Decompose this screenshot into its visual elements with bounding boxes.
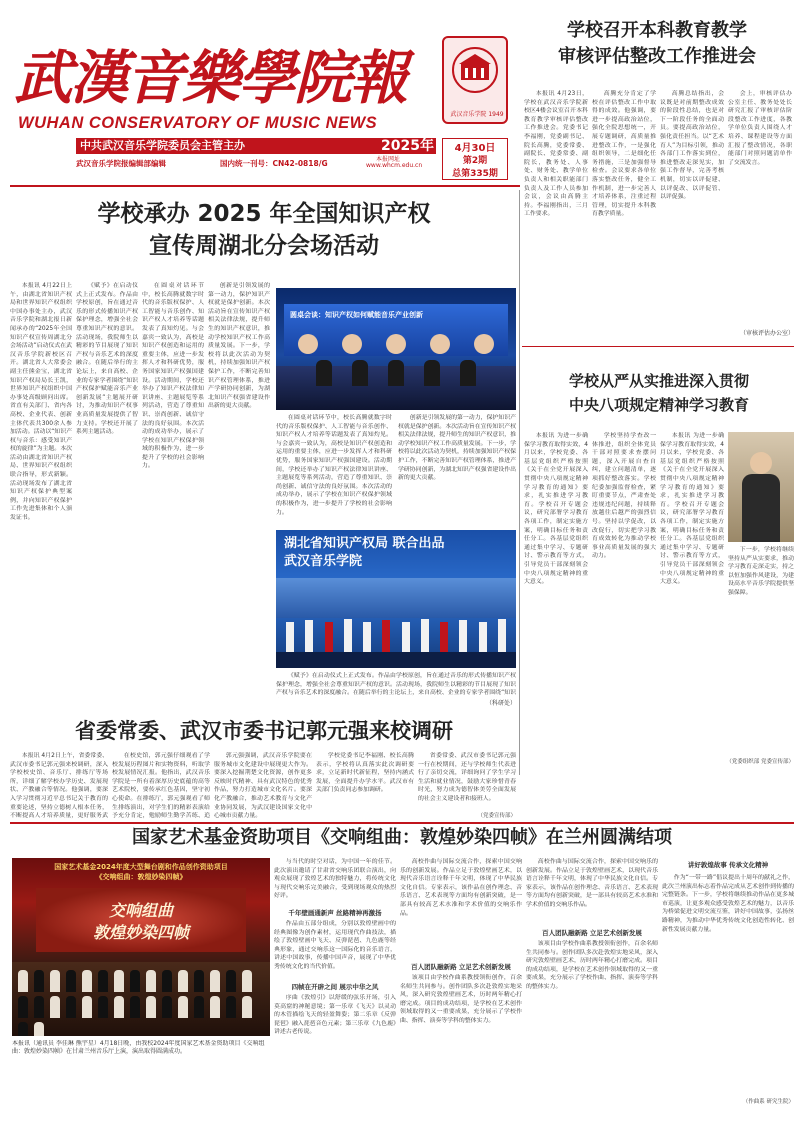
evaluation-col-3: 高腾总结指出，会议既是对前期整改成效的阶段性总结，也是对下一阶段任务的全面动员。要提高政治站位，强化责任担当。以“艺术育人”为目标引领，推动各部门工作落实到位，推进整改走深见实，加强工作督导，完善考核机制，切实以评促建、以评促改、以评促管、以评促强。 [660,91,724,201]
orchestra-players [18,970,264,1028]
panelists [286,334,506,354]
masthead-divider [10,185,520,187]
leader-visit-sign: （党委宣传部） [477,813,516,819]
eight-rules-sign: （党委组织部 党委宣传部） [726,759,794,765]
masthead-site: www.whcm.edu.cn [366,162,423,169]
seal-text: 武汉音乐学院 1949 [450,111,504,118]
stage-performance-photo [276,530,516,668]
evaluation-headline-2: 审核评估整改工作推进会 [558,46,756,67]
eight-rules-headline-2: 中央八项规定精神学习教育 [568,396,749,414]
art-fund-col-1a: 与当代的时空对话，为中国一年的佳节。此次演出邀请了甘肃省交响乐团联合演出，向观众展现了敦煌艺术的独特魅力，将传统文化与现代交响乐完美融合，受到现场观众的热烈好评。 [274,859,396,900]
concert-photo [12,858,270,1036]
eight-rules-top-rule [522,346,794,347]
seated-panelists [306,360,486,386]
concert-screen-line-1: 交响组曲 [108,901,173,920]
concert-banner-sub: 《交响组曲：敦煌妙染四帧》 [95,873,187,881]
art-fund-subhead-1: 千年壁画通新声 丝路精神再激扬 [288,909,382,917]
masthead-year: 2025年 [381,138,434,154]
eight-rules-col-1: 本报讯 为进一步确保学习教育取得实效，4月以来，学校党委、各基层党组织严格按照《关于在全党开展深入贯彻中央八项规定精神学习教育的通知》要求，扎实推进学习教育。学校召开专题会议，研究部署学习教育各项工作，制定实施方案，明确目标任务和责任分工。各基层党组织通过集中学习、专题研讨、警示教育等方式，引导党员干部深刻领会中央八项规定精神的重大意义。 [524,433,588,586]
art-fund-col-1c: 序曲《敦煌引》以舒缓的弦乐开场，引入莫高窟的神秘意境；第一乐章《飞天》以灵动的木管描绘飞天的轻盈舞姿；第二乐章《反弹琵琶》融入琵琶音色元素；第三乐章《九色鹿》讲述古老传说。 [274,995,396,1036]
panel-banner-text: 圆桌会谈：知识产权如何赋能音乐产业创新 [290,311,423,319]
leader-visit-col-2: 在校史馆，郭元强仔细观看了学校发展历程图片和实物资料，听取学校发展情况汇报。他指出，武汉音乐学院是一所有着深厚历史底蕴的高等艺术院校，要传承红色基因，坚守初心使命。在排练厅，郭元强观看了师生排练演出，对学生们的精彩表演给予充分肯定，勉励师生勤学苦练、追 [112,753,210,820]
stage-floor-2 [276,652,516,668]
right-column-divider [519,190,520,775]
masthead-english-title: WUHAN CONSERVATORY OF MUSIC NEWS [18,114,378,132]
leader-visit-col-5: 省委常委、武汉市委书记郭元强一行在校期间，还与学校师生代表进行了亲切交流，详细询问了学生学习生活和就业情况，鼓励大家珍惜青春时光，努力成为德智体美劳全面发展的社会主义建设者和接班人。 [418,753,516,802]
ip-week-col-7: 《赋予》在启动仪式上正式发布。作品由学校原创，旨在通过音乐的形式传播知识产权保护理念，增强全社会尊重知识产权的意识。活动现场，我院师生以精彩的节目展现了知识产权与音乐艺术的深度融合。在随后举行的主论坛上，来自高校、企业的专家学者围绕“知识 [276,673,516,697]
stage-screen-sub: 武汉音乐学院 [284,554,363,569]
ip-week-headline-2: 宣传周湖北分会场活动 [149,233,379,259]
ip-week-col-4: 创新是引领发展的第一动力，保护知识产权就是保护创新。本次活动旨在宣传知识产权相关法律法规，提升师生的知识产权意识，推动学校知识产权工作高质量发展。下一步，学校将以此次活动为契机，持续加强知识产权保护工作，不断完善知识产权管理体系，推进产学研协同创新，为湖北知识产权强省建设作出新的更大贡献。 [208,283,270,410]
issue-date: 4月30日 [454,143,496,154]
art-fund-headline: 国家艺术基金资助项目《交响组曲：敦煌妙染四帧》在兰州圆满结项 [132,827,672,848]
ip-week-col-6: 创新是引领发展的第一动力，保护知识产权就是保护创新。本次活动旨在宣传知识产权相关法律法规，提升师生的知识产权意识，推动学校知识产权工作高质量发展。下一步，学校将以此次活动为契机，持续加强知识产权保护工作，不断完善知识产权管理体系，推进产学研协同创新，为湖北知识产权强省建设作出新的更大贡献。 [398,415,516,482]
art-fund-col-4: 作为“一带一路”倡议提出十周年的献礼之作，此次兰州演出标志着作品完成从艺术创作到传播的完整链条。下一步，学校将继续推动作品在更多城市巡演，让更多观众感受敦煌艺术的魅力，以音乐为桥梁促进文明交流互鉴，讲好中国故事，弘扬丝路精神，为推动中华优秀传统文化创造性转化、创新性发展贡献力量。 [662,875,794,933]
art-fund-sign: （作曲系 研究生院） [742,1099,794,1105]
eight-rules-col-3: 本报讯 为进一步确保学习教育取得实效，4月以来，学校党委、各基层党组织严格按照《关于在全党开展深入贯彻中央八项规定精神学习教育的通知》要求，扎实推进学习教育。学校召开专题会议，研究部署学习教育各项工作，制定实施方案，明确目标任务和责任分工。各基层党组织通过集中学习、专题研讨、警示教育等方式，引导党员干部深刻领会中央八项规定精神的重大意义。 [660,433,724,586]
concert-banner-title: 国家艺术基金2024年度大型舞台剧和作品创作资助项目 [54,863,228,871]
issue-total: 总第335期 [452,169,498,179]
conservatory-building-icon [447,42,503,118]
evaluation-sign: （审核评估办公室） [739,330,794,337]
leader-visit-col-1: 本报讯 4月2日上午，省委常委、武汉市委书记郭元强来校调研，深入学校校史馆、音乐厅、排练厅等场所，详细了解学校办学历史、发展现状、产教融合等情况。他强调，要深入学习贯彻习近平总书记关于教育的重要论述，坚持立德树人根本任务，不断提高人才培养质量，更好服务武 [10,753,108,820]
art-fund-side-title: 讲好敦煌故事 传承文化精神 [687,861,769,869]
issue-number: 第2期 [462,156,488,166]
masthead-issn: 国内统一刊号：CN42-0818/G [220,159,328,168]
evaluation-col-2: 高腾充分肯定了学校在评估整改工作中取得的成效。他强调，要进一步提高政治站位，强化全院思想统一，开展专题调研，高质量推进整改工作，一是强化组织领导，二是细化任务措施，三是加强督导检查。会议要求各单位落实整改任务，健全工作机制，进一步完善人才培养体系，注重过程管理，切实提升本科教育教学质量。 [592,91,656,218]
panel-discussion-photo [276,288,516,410]
art-fund-top-rule [10,822,794,824]
art-fund-subhead-4: 百人团队融新路 立足艺术创新发展 [542,929,642,937]
ip-week-col-3: 在圆桌对话环节中，校长高腾就数字时代的音乐版权保护、人工智能与音乐创作、知识产权人才培养等话题发表了真知灼见。与会嘉宾一致认为，高校是知识产权创造和运用的重要主体，应进一步发挥人才和科研优势，服务国家知识产权强国建设。活动期间，学校还举办了知识产权法律知识讲座、主题展览等系列活动，营造了尊重知识、崇尚创新、诚信守法的良好氛围。本次活动的成功举办，展示了学校在知识产权保护领域的积极作为，进一步提升了学校的社会影响力。 [142,283,204,470]
concert-screen-line-2: 敦煌妙染四帧 [92,923,189,942]
eight-rules-col-4: 下一步，学校将继续坚持从严从实要求，推动学习教育走深走实，持之以恒加强作风建设，为建设高水平音乐学院提供坚强保障。 [728,547,794,596]
evaluation-col-1: 本报讯 4月23日，学校在武汉音乐学院新校区4楼会议室召开本科教育教学审核评估整改工作推进会。党委书记李福刚，党委副书记、院长高腾，党委常委、副院长、党委常委、副院长，教务处、人事处、财务处、教学单位负责人和相关职能部门负责人及工作人员参加会议，会议由高腾主持。李福刚指出，三月工作要求。 [524,91,588,218]
stage-screen-text: 湖北省知识产权局 联合出品 [284,536,445,551]
ip-week-headline-1: 学校承办 2025 年全国知识产权 [97,201,431,227]
city-skyline [276,578,516,618]
masthead-seal [442,36,508,124]
art-fund-col-3b: 该项目由学校作曲系教授领衔创作，百余名师生共同参与。创作团队多次赴敦煌实地采风，深入研究敦煌壁画艺术，历时两年精心打磨完成。项目的成功结项，是学校在艺术创作领域取得的又一重要成果，充分展示了学校作曲、指挥、演奏等学科的整体实力。 [526,941,658,990]
art-fund-subhead-2: 四帧在开辟之间 展示中华之风 [291,983,379,991]
masthead-editor: 武汉音乐学院报编辑部编辑 [76,159,166,168]
evaluation-col-4: 会上，审核评估办公室主任、教务处处长研究汇报了审核评估阶段整改工作进度，各教学单位负责人围绕人才培养、课程建设等方面汇报了整改情况，各职能部门对照问题清单作了交流发言。 [728,91,792,166]
masthead-site-label: 本报网址 [376,156,401,163]
art-fund-col-3a: 高校作曲与国际交流合作，探索中国交响乐的创新发展。作品立足于敦煌壁画艺术，以现代音乐语言诠释千年文明，体现了中华民族文化自信。专家表示，该作品在创作理念、音乐语言、艺术表现等方面均有创新突破，是一部具有较高艺术水准和学术价值的交响乐作品。 [526,859,658,908]
eight-rules-headline-1: 学校从严从实推进深入贯彻 [568,372,749,390]
art-fund-subhead-3: 百人团队融新路 立足艺术创新发展 [411,963,511,971]
art-fund-col-1b: 作品由五部分组成，分别以敦煌壁画中的经典图像为创作素材，运用现代作曲技法，描绘了敦煌壁画中飞天、反弹琵琶、九色鹿等经典形象，通过交响乐这一国际化的音乐语言，讲述中国故事，传播中国声音，展现了中华优秀传统文化的当代价值。 [274,921,396,970]
art-fund-col-2b: 该项目由学校作曲系教授领衔创作，百余名师生共同参与。创作团队多次赴敦煌实地采风，深入研究敦煌壁画艺术，历时两年精心打磨完成。项目的成功结项，是学校在艺术创作领域取得的又一重要成果，充分展示了学校作曲、指挥、演奏等学科的整体实力。 [400,975,522,1024]
leader-visit-col-4: 学校党委书记李福刚、校长高腾表示，学校将认真落实此次调研要求，立足新时代新征程，坚持内涵式发展，全面提升办学水平。武汉市有关部门负责同志参加调研。 [316,753,414,794]
ip-week-col-1: 本报讯 4月22日上午，由湖北省知识产权局和世界知识产权组织中国办事处主办，武汉音乐学院和湖北报日新闻承办的“2025年全国知识产权宣传周湖北分会场活动”启动仪式在武汉音乐学院新校区召开。湖北省人大常委会副主任熊金宝，湖北省知识产权局局长王凯，世界知识产权组织中国办事处高级顾问出席。省直有关部门、省内各高校、企业代表、创新主体代表共300余人参加活动。活动以“知识产权与音乐：感受知识产权的旋律”为主题。本次活动由湖北省知识产权局、世界知识产权组织联合指导，形式新颖。活动现场发布了湖北省知识产权保护典型案例，并向知识产权保护工作先进集体和个人颁发证书。 [10,283,72,522]
person-body [742,474,780,542]
person-head [750,452,772,474]
ip-week-col-5: 在圆桌对话环节中，校长高腾就数字时代的音乐版权保护、人工智能与音乐创作、知识产权人才培养等话题发表了真知灼见。与会嘉宾一致认为，高校是知识产权创造和运用的重要主体，应进一步发挥人才和科研优势，服务国家知识产权强国建设。活动期间，学校还举办了知识产权法律知识讲座、主题展览等系列活动，营造了尊重知识、崇尚创新、诚信守法的良好氛围。本次活动的成功举办，展示了学校在知识产权保护领域的积极作为，进一步提升了学校的社会影响力。 [276,415,392,516]
eight-rules-col-2: 学校坚持学查改一体推进，组织全体党员干部对照要求查摆问题，深入开展自查自纠，建立问题清单，逐项抓好整改落实。学校纪委加强监督检查，紧盯重要节点，严肃查处违规违纪问题，持续释放越往后越严的强烈信号。坚持以学促改，以改促行，切实把学习教育成效转化为推动学校事业高质量发展的强大动力。 [592,433,656,560]
leader-visit-col-3: 郭元强强调，武汉音乐学院要在服务城市文化建设中展现更大作为。要深入挖掘荆楚文化资源，创作更多反映时代精神、具有武汉特色的优秀作品，努力打造城市文化名片。要深化产教融合，推动艺术教育与文化产业协同发展，为武汉建设国家文化中心城市贡献力量。 [214,753,312,820]
eight-rules-photo [728,432,794,542]
leader-visit-headline: 省委常委、武汉市委书记郭元强来校调研 [75,719,453,743]
concert-photo-caption: 本报讯（通讯员 李佳琳 熊宇星）4月18日晚，由我校2024年度国家艺术基金资助项目《交响组曲：敦煌妙染四帧》在甘肃兰州音乐厅上演，演出取得圆满成功。 [12,1040,265,1055]
masthead-calligraphy-title: 武漢音樂學院報 [14,48,407,108]
ip-week-col-2: 《赋予》在启动仪式上正式发布。作品由学校原创，旨在通过音乐的形式传播知识产权保护理念，增强全社会尊重知识产权的意识。活动现场，我院师生以精彩的节目展现了知识产权与音乐艺术的深度融合。在随后举行的主论坛上，来自高校、企业的专家学者围绕“知识产权保护赋能音乐产业创新发展”主题展开研讨，为推动知识产权事业高质量发展提供了智力支持。学校还开展了系列主题活动。 [76,283,138,436]
masthead [14,10,510,185]
ip-week-sign: （科研处） [485,700,516,707]
performers [286,616,506,652]
art-fund-col-2a: 高校作曲与国际交流合作，探索中国交响乐的创新发展。作品立足于敦煌壁画艺术，以现代音乐语言诠释千年文明，体现了中华民族文化自信。专家表示，该作品在创作理念、音乐语言、艺术表现等方面均有创新突破，是一部具有较高艺术水准和学术价值的交响乐作品。 [400,859,522,917]
evaluation-headline-1: 学校召开本科教育教学 [567,20,747,41]
masthead-sponsor: 中共武汉音乐学院委员会主管主办 [80,139,245,152]
